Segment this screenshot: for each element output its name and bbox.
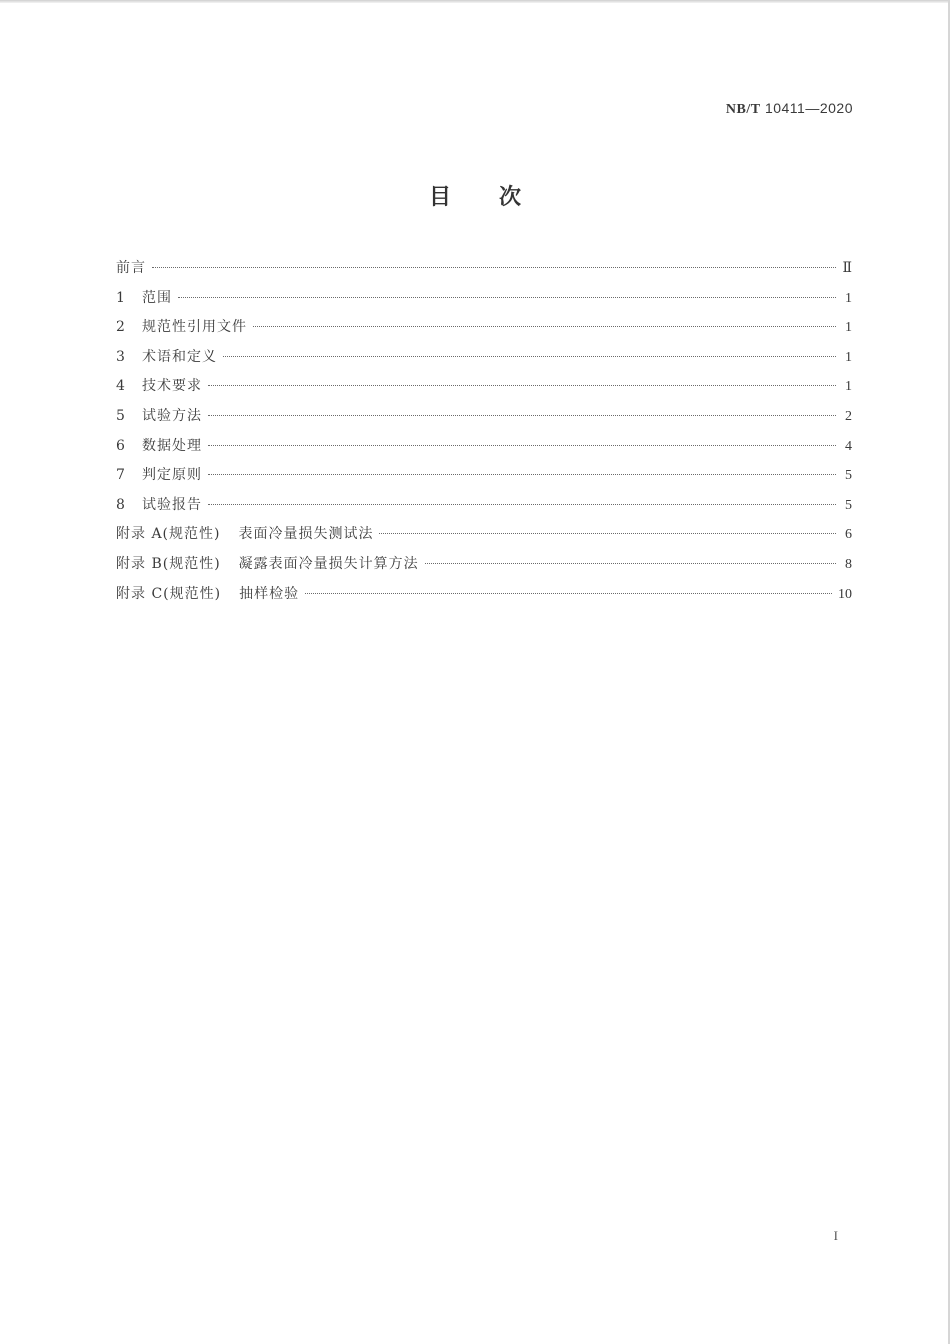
toc-entry-number: 7 — [116, 467, 126, 484]
page-title-char-1: 目 — [428, 185, 451, 210]
toc-leader-dots — [178, 297, 836, 298]
table-of-contents — [116, 257, 852, 612]
toc-entry-page: Ⅱ — [842, 261, 852, 276]
toc-entry-label: 附录 A(规范性) — [116, 526, 221, 543]
toc-entry-page: 10 — [838, 586, 852, 602]
toc-entry-page: 4 — [845, 438, 852, 454]
toc-entry-subtitle: 抽样检验 — [239, 585, 300, 602]
toc-leader-dots — [253, 326, 836, 327]
toc-entry-page: 1 — [845, 320, 852, 336]
toc-entry-page: 8 — [845, 556, 852, 572]
toc-entry-label: 范围 — [142, 289, 172, 306]
toc-entry-page: 1 — [845, 349, 852, 365]
toc-entry-label: 判定原则 — [142, 467, 202, 484]
toc-entry-page: 1 — [845, 379, 852, 395]
toc-entry-number: 4 — [116, 378, 126, 395]
toc-entry-subtitle: 凝露表面冷量损失计算方法 — [238, 555, 419, 572]
page-number: I — [833, 1228, 838, 1243]
toc-entry-number: 1 — [116, 289, 126, 306]
toc-entry-label: 试验方法 — [142, 407, 202, 424]
toc-leader-dots — [208, 415, 836, 416]
toc-leader-dots — [208, 445, 836, 446]
toc-leader-dots — [208, 504, 836, 505]
toc-entry-page: 1 — [845, 290, 852, 306]
standard-code-number: 10411—2020 — [764, 100, 853, 116]
toc-entry-number: 8 — [116, 496, 126, 513]
toc-leader-dots — [223, 356, 836, 357]
toc-entry-label: 试验报告 — [142, 496, 202, 513]
toc-entry-appendix-a[interactable] — [116, 523, 852, 553]
toc-entry-label: 规范性引用文件 — [142, 319, 247, 336]
toc-entry-2[interactable] — [116, 316, 852, 346]
toc-entry-label: 附录 C(规范性) — [116, 585, 222, 602]
toc-entry-page: 6 — [845, 527, 852, 543]
standard-code — [726, 100, 853, 118]
page-title — [0, 180, 950, 211]
toc-entry-appendix-c[interactable] — [116, 583, 852, 613]
toc-entry-label: 附录 B(规范性) — [116, 555, 221, 572]
toc-entry-7[interactable] — [116, 464, 852, 494]
page-title-char-2: 次 — [499, 185, 522, 210]
toc-entry-subtitle: 表面冷量损失测试法 — [238, 526, 374, 543]
toc-leader-dots — [305, 593, 832, 594]
toc-leader-dots — [208, 474, 836, 475]
toc-entry-page: 5 — [845, 497, 852, 513]
toc-entry-number: 3 — [116, 348, 126, 365]
toc-entry-appendix-b[interactable] — [116, 553, 852, 583]
scan-edge-top — [0, 0, 950, 3]
toc-entry-foreword[interactable] — [116, 257, 852, 287]
toc-entry-3[interactable] — [116, 346, 852, 376]
toc-leader-dots — [208, 385, 836, 386]
toc-leader-dots — [379, 533, 836, 534]
toc-entry-4[interactable] — [116, 375, 852, 405]
toc-leader-dots — [425, 563, 836, 564]
toc-entry-label: 前言 — [116, 260, 146, 276]
toc-entry-page: 5 — [845, 468, 852, 484]
toc-leader-dots — [152, 267, 836, 268]
toc-entry-number: 2 — [116, 319, 126, 336]
toc-entry-number: 6 — [116, 437, 126, 454]
toc-entry-6[interactable] — [116, 435, 852, 465]
toc-entry-8[interactable] — [116, 494, 852, 524]
toc-entry-1[interactable] — [116, 287, 852, 317]
toc-entry-number: 5 — [116, 407, 126, 424]
toc-entry-label: 技术要求 — [142, 378, 202, 395]
toc-entry-label: 术语和定义 — [142, 348, 217, 365]
toc-entry-label: 数据处理 — [142, 437, 202, 454]
standard-code-prefix: NB/T — [725, 102, 761, 117]
toc-entry-page: 2 — [845, 408, 852, 424]
toc-entry-5[interactable] — [116, 405, 852, 435]
